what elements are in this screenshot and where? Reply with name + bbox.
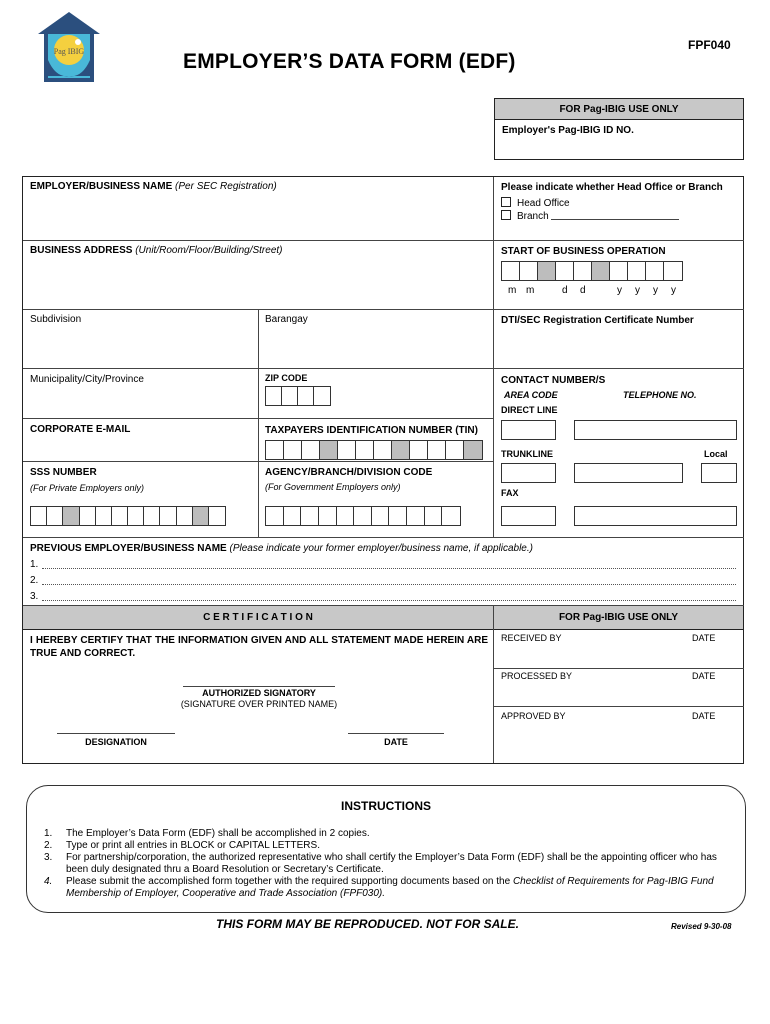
received-by-label: RECEIVED BY	[501, 633, 562, 643]
date-letter-y1: y	[617, 285, 622, 296]
pag-ibig-id-label: Employer's Pag-IBIG ID NO.	[502, 125, 634, 136]
previous-line-1[interactable]	[42, 568, 736, 569]
page-title: EMPLOYER’S DATA FORM (EDF)	[183, 50, 516, 73]
direct-line-telephone[interactable]	[574, 420, 737, 440]
previous-line-3-num: 3.	[30, 591, 39, 602]
instruction-item: 1. The Employer’s Data Form (EDF) shall be accomplished in 2 copies.	[44, 828, 370, 839]
instruction-item: 3. For partnership/corporation, the authorized representative who shall certify the Employer’s Data Form (EDF) shall be the appointing officer who has been duly designated thru a Board Resolution or Secretary’s Certificate.	[44, 852, 717, 875]
trunkline-local[interactable]	[701, 463, 737, 483]
sss-number-cells[interactable]	[30, 506, 226, 526]
zip-code-label: ZIP CODE	[265, 373, 308, 383]
fax-telephone[interactable]	[574, 506, 737, 526]
signature-line[interactable]	[183, 686, 335, 687]
trunkline-telephone[interactable]	[574, 463, 683, 483]
head-office-option[interactable]: Head Office	[501, 197, 570, 209]
approved-date-label: DATE	[692, 711, 716, 721]
zip-code-cells[interactable]	[265, 386, 331, 406]
certification-date-label: DATE	[384, 737, 408, 747]
previous-employer-label: PREVIOUS EMPLOYER/BUSINESS NAME (Please indicate your former employer/business name, if applicable.)	[30, 543, 533, 554]
instruction-item: 2. Type or print all entries in BLOCK or CAPITAL LETTERS.	[44, 840, 320, 851]
approved-by-label: APPROVED BY	[501, 711, 566, 721]
fax-label: FAX	[501, 488, 519, 498]
previous-line-2[interactable]	[42, 584, 736, 585]
corporate-email-label: CORPORATE E-MAIL	[30, 424, 131, 435]
fax-area-code[interactable]	[501, 506, 556, 526]
employer-name-label: EMPLOYER/BUSINESS NAME (Per SEC Registration)	[30, 181, 277, 192]
municipality-label: Municipality/City/Province	[30, 374, 144, 385]
contact-numbers-label: CONTACT NUMBER/S	[501, 375, 606, 386]
processed-date-label: DATE	[692, 671, 716, 681]
tin-cells[interactable]	[265, 440, 483, 460]
start-business-label: START OF BUSINESS OPERATION	[501, 246, 666, 257]
business-address-label: BUSINESS ADDRESS (Unit/Room/Floor/Building/Street)	[30, 245, 283, 256]
svg-text:Pag IBIG: Pag IBIG	[53, 47, 85, 56]
direct-line-area-code[interactable]	[501, 420, 556, 440]
date-letter-m1: m	[508, 285, 517, 296]
signatory-note: (SIGNATURE OVER PRINTED NAME)	[180, 699, 338, 709]
designation-line[interactable]	[57, 733, 175, 734]
direct-line-label: DIRECT LINE	[501, 405, 558, 415]
revision-date: Revised 9-30-08	[671, 922, 732, 931]
pag-ibig-logo	[36, 10, 102, 86]
form-code: FPF040	[688, 38, 731, 52]
agency-note: (For Government Employers only)	[265, 482, 401, 492]
office-use-top-header: FOR Pag-IBIG USE ONLY	[495, 99, 743, 120]
office-use-bottom-header: FOR Pag-IBIG USE ONLY	[494, 606, 743, 630]
sss-note: (For Private Employers only)	[30, 483, 145, 493]
certification-date-line[interactable]	[348, 733, 444, 734]
certification-statement: I HEREBY CERTIFY THAT THE INFORMATION GIVEN AND ALL STATEMENT MADE HEREIN ARE TRUE AND CORRECT.	[30, 635, 488, 659]
business-address-field[interactable]	[28, 260, 488, 304]
area-code-label: AREA CODE	[504, 390, 558, 400]
date-letter-d1: d	[562, 285, 568, 296]
sss-number-label: SSS NUMBER	[30, 467, 97, 478]
reproduction-notice: THIS FORM MAY BE REPRODUCED. NOT FOR SALE.	[216, 917, 519, 931]
previous-line-2-num: 2.	[30, 575, 39, 586]
telephone-label: TELEPHONE NO.	[623, 390, 697, 400]
processed-by-label: PROCESSED BY	[501, 671, 573, 681]
tin-label: TAXPAYERS IDENTIFICATION NUMBER (TIN)	[265, 425, 478, 436]
branch-option[interactable]: Branch	[501, 210, 549, 222]
instruction-item: 4. Please submit the accomplished form together with the required supporting documents based on the Checklist of Requirements for Pag-IBIG Fund Membership of Employer, Cooperative and Trade Association (FPF030).	[44, 876, 714, 899]
instructions-title: INSTRUCTIONS	[341, 799, 431, 813]
start-date-cells[interactable]	[501, 261, 683, 281]
date-letter-y2: y	[635, 285, 640, 296]
previous-line-1-num: 1.	[30, 559, 39, 570]
subdivision-label: Subdivision	[30, 314, 82, 325]
trunkline-label: TRUNKLINE	[501, 449, 553, 459]
date-letter-y4: y	[671, 285, 676, 296]
designation-label: DESIGNATION	[85, 737, 147, 747]
previous-line-3[interactable]	[42, 600, 736, 601]
date-letter-d2: d	[580, 285, 586, 296]
dti-sec-label: DTI/SEC Registration Certificate Number	[501, 315, 694, 326]
authorized-signatory-label: AUTHORIZED SIGNATORY	[202, 688, 316, 698]
local-label: Local	[704, 449, 728, 459]
certification-header: C E R T I F I C A T I O N	[23, 606, 493, 630]
agency-code-cells[interactable]	[265, 506, 461, 526]
branch-checkbox[interactable]	[501, 210, 511, 220]
employer-name-field[interactable]	[28, 196, 488, 236]
head-office-checkbox[interactable]	[501, 197, 511, 207]
branch-name-line[interactable]	[551, 219, 679, 220]
trunkline-area-code[interactable]	[501, 463, 556, 483]
agency-code-label: AGENCY/BRANCH/DIVISION CODE	[265, 467, 433, 478]
barangay-label: Barangay	[265, 314, 308, 325]
date-letter-m2: m	[526, 285, 535, 296]
office-type-question: Please indicate whether Head Office or Branch	[501, 182, 723, 193]
received-date-label: DATE	[692, 633, 716, 643]
date-letter-y3: y	[653, 285, 658, 296]
